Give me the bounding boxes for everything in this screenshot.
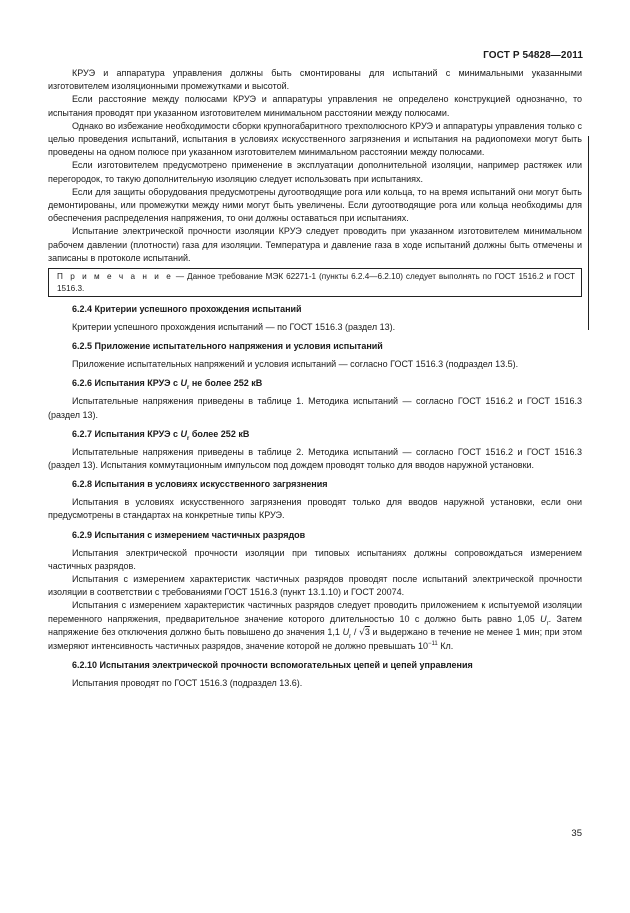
section-heading-6-2-9: 6.2.9 Испытания с измерением частичных разрядов (72, 529, 306, 540)
paragraph-formula: Испытания с измерением характеристик частичных разрядов следует проводить приложением к испытуемой изоляции переменного напряжения, предварительное значение которого длительностью 10 с должно быть равно 1,05 $U_r$. Затем напряжение без отключения должно быть повышено до значения 1,1 $U_r / √3$ и выдержано в течение не менее 1 мин; при этом измеряют интенсивность частичных разрядов, значение которой не должно превышать $10^{-11}$ Кл. (48, 600, 583, 652)
paragraph: Испытания электрической прочности изоляции при типовых испытаниях должны сопровождаться измерением частичных разрядов. (48, 547, 582, 571)
paragraph: Испытания проводят по ГОСТ 1516.3 (подраздел 13.6). (72, 678, 303, 689)
section-heading-6-2-10: 6.2.10 Испытания электрической прочности вспомогательных цепей и цепей управления (72, 660, 473, 671)
note-box (48, 268, 582, 297)
note-label: П р и м е ч а н и е (57, 272, 173, 282)
paragraph: Однако во избежание необходимости сборки крупногабаритного трехполюсного КРУЭ и аппаратуры управления только с целью проведения испытаний, испытания в условиях искусственного загрязнения и испытания на радиопомехи могут быть проведены на одном полюсе при указанном изготовителем минимальном расстоянии между полюсами. (48, 120, 582, 158)
paragraph: Испытательные напряжения приведены в таблице 2. Методика испытаний — согласно ГОСТ 1516.2 и ГОСТ 1516.3 (раздел 13). Испытания коммутационным импульсом под дождем проводят только для вводов наружной установки. (48, 446, 582, 471)
paragraph: Если расстояние между полюсами КРУЭ и аппаратуры управления не определено конструкцией однозначно, то испытания проводят при указанном изготовителем минимальном расстоянии между полюсами. (48, 94, 582, 118)
section-heading-6-2-8: 6.2.8 Испытания в условиях искусственного загрязнения (72, 479, 328, 490)
change-bar (588, 136, 589, 330)
section-heading-6-2-5: 6.2.5 Приложение испытательного напряжения и условия испытаний (72, 341, 383, 352)
page-number: 35 (571, 828, 582, 839)
document-body (48, 67, 582, 691)
section-heading-6-2-7: 6.2.7 Испытания КРУЭ с $U_r$ более 252 кВ (72, 428, 250, 442)
paragraph: Испытательные напряжения приведены в таблице 1. Методика испытаний — согласно ГОСТ 1516.2 и ГОСТ 1516.3 (раздел 13). (48, 396, 582, 420)
paragraph: Если для защиты оборудования предусмотрены дугоотводящие рога или кольца, то на время испытаний они могут быть демонтированы, или промежутки между ними могут быть увеличены. Если дугоотводящие рога или кольца необходимы для обеспечения распределения напряжения, то они должны оставаться при испытаниях. (48, 186, 582, 224)
section-heading-6-2-4: 6.2.4 Критерии успешного прохождения испытаний (72, 304, 302, 315)
paragraph: Если изготовителем предусмотрено применение в эксплуатации дополнительной изоляции, например растяжек или перегородок, то такую дополнительную изоляцию следует использовать при испытаниях. (48, 160, 582, 184)
paragraph: Испытание электрической прочности изоляции КРУЭ следует проводить при указанном изготовителем минимальном рабочем давлении (плотности) газа для изоляции. Температура и давление газа в ходе испытаний должны быть отмечены и записаны в протоколе испытаний. (48, 226, 582, 263)
note-text: — Данное требование МЭК 62271-1 (пункты 6.2.4—6.2.10) следует выполнять по ГОСТ 1516.2 и ГОСТ 1516.3. (57, 272, 575, 293)
paragraph: Испытания с измерением характеристик частичных разрядов проводят после испытаний электрической прочности изоляции в соответствии с требованиями ГОСТ 1516.3 (пункт 13.1.10) и ГОСТ 20074. (48, 574, 582, 598)
section-heading-6-2-6: 6.2.6 Испытания КРУЭ с $U_r$ не более 252 кВ (72, 378, 263, 392)
document-header: ГОСТ Р 54828—2011 (483, 50, 583, 61)
paragraph: Приложение испытательных напряжений и условия испытаний — согласно ГОСТ 1516.3 (подраздел 13.5). (72, 359, 519, 370)
paragraph: Критерии успешного прохождения испытаний — по ГОСТ 1516.3 (раздел 13). (72, 322, 396, 333)
sqrt-sign: √ (359, 627, 365, 638)
paragraph: КРУЭ и аппаратура управления должны быть смонтированы для испытаний с минимальными указанными изготовителем изоляционными промежутками и высотой. (48, 68, 582, 92)
paragraph: Испытания в условиях искусственного загрязнения проводят только для вводов наружной установки, если они предусмотрены в стандартах на конкретные типы КРУЭ. (48, 497, 582, 521)
